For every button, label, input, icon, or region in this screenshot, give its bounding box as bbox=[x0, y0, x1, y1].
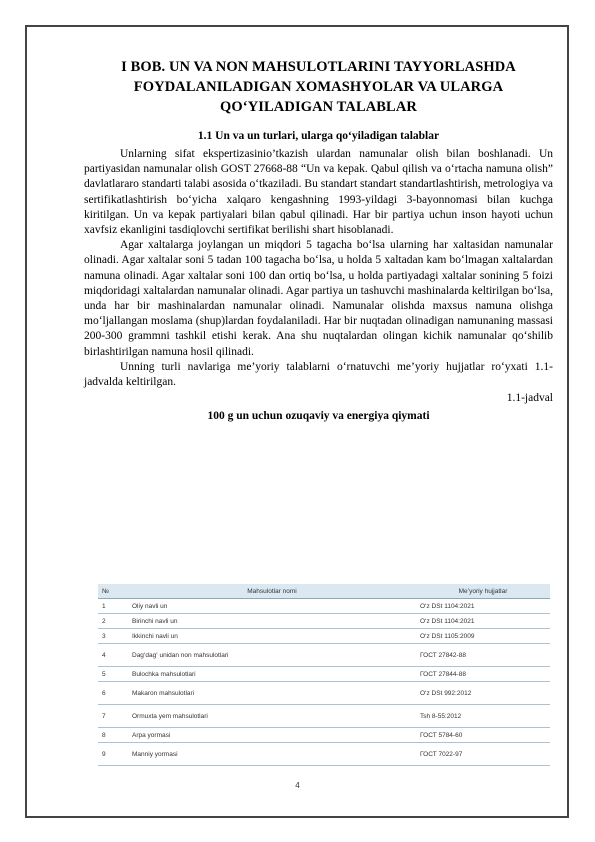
table-row bbox=[98, 743, 550, 766]
row-number: 7 bbox=[98, 705, 128, 728]
table-row bbox=[98, 599, 550, 614]
table-row bbox=[98, 614, 550, 629]
section-title: 1.1 Un va un turlari, ularga qo‘yiladigan talablar bbox=[197, 130, 440, 142]
page-number: 4 bbox=[295, 781, 300, 790]
row-document: ГОСТ 27842-88 bbox=[416, 644, 550, 667]
row-document: ГОСТ 5784-60 bbox=[416, 728, 550, 743]
row-document: O‘z DSt 1105:2009 bbox=[416, 629, 550, 644]
row-document: ГОСТ 7022-97 bbox=[416, 743, 550, 766]
row-product: Ormuxta yem mahsulotlari bbox=[128, 705, 416, 728]
standards-table bbox=[98, 584, 550, 766]
table-row bbox=[98, 644, 550, 667]
row-document: O‘z DSt 992:2012 bbox=[416, 682, 550, 705]
chapter-title: I BOB. UN VA NON MAHSULOTLARINI TAYYORLASHDA FOYDALANILADIGAN XOMASHYOLAR VA ULARGA QO‘YILADIGAN TALABLAR bbox=[121, 59, 516, 115]
row-product: Dag‘dag‘ unidan non mahsulotlari bbox=[128, 644, 416, 667]
header-product: Mahsulotlar nomi bbox=[128, 584, 416, 599]
table-row bbox=[98, 667, 550, 682]
row-product: Bulochka mahsulotlari bbox=[128, 667, 416, 682]
row-number: 3 bbox=[98, 629, 128, 644]
row-product: Ikkinchi navli un bbox=[128, 629, 416, 644]
row-document: O‘z DSt 1104:2021 bbox=[416, 599, 550, 614]
table-header-row bbox=[98, 584, 550, 599]
paragraph-2: Agar xaltalarga joylangan un miqdori 5 tagacha bo‘lsa ularning har xaltasidan namunalar olinadi. Agar xaltalar soni 5 tadan 100 tagacha bo‘lsa, u holda 5 xaltadan kam bo‘lmagan xaltalardan namuna olinadi. Agar xaltalar soni 100 dan ortiq bo‘lsa, u holda partiyadagi xaltalar sonining 5 foizi miqdoridagi xaltalardan namunalar olinadi. Agar partiya un tashuvchi mashinalarda keltirilgan bo‘lsa, unda har bir mashinalardan namunalar olinadi. Namunalar olishda maxsus namuna olishga mo‘ljallangan moslama (shup)lardan foydalaniladi. Har bir nuqtadan olinadigan namunaning massasi 200-300 grammni tashkil etishi kerak. Ana shu nuqtalardan olingan kichik namunalar qo‘shilib birlashtirilgan namuna hosil qilinadi. bbox=[84, 239, 553, 358]
table-row bbox=[98, 629, 550, 644]
row-document: O‘z DSt 1104:2021 bbox=[416, 614, 550, 629]
table-row bbox=[98, 728, 550, 743]
row-product: Birinchi navli un bbox=[128, 614, 416, 629]
row-document: Tsh 8-55:2012 bbox=[416, 705, 550, 728]
paragraph-1: Unlarning sifat ekspertizasinio’tkazish ulardan namunalar olish bilan boshlanadi. Un partiyasidan namunalar olish GOST 27668-88 “Un va kepak. Qabul qilish va o‘rtacha namuna olish” davlatlararo standarti talabi asosida o‘tkaziladi. Bu standart standart standartlashtirish, metrologiya va sertifikatlashtirish bo‘yicha xalqaro kengashning 1993-yildagi 3-bayonnomasi bilan kuchga kiritilgan. Un va kepak partiyalari bilan qabul qilinadi. Har bir partiya uchun inson hayoti uchun xavfsiz ekanligini tasdiqlovchi sertifikat berilishi shart hisoblanadi. bbox=[84, 148, 553, 237]
table-row bbox=[98, 705, 550, 728]
row-product: Arpa yormasi bbox=[128, 728, 416, 743]
row-number: 9 bbox=[98, 743, 128, 766]
document-body bbox=[84, 57, 553, 424]
row-number: 4 bbox=[98, 644, 128, 667]
row-number: 6 bbox=[98, 682, 128, 705]
row-product: Oliy navli un bbox=[128, 599, 416, 614]
row-product: Makaron mahsulotlari bbox=[128, 682, 416, 705]
row-number: 8 bbox=[98, 728, 128, 743]
table-label: 1.1-jadval bbox=[506, 392, 553, 405]
row-number: 2 bbox=[98, 614, 128, 629]
header-number: № bbox=[98, 584, 128, 599]
header-document: Me’yoriy hujjatlar bbox=[416, 584, 550, 599]
table-row bbox=[98, 682, 550, 705]
row-number: 1 bbox=[98, 599, 128, 614]
row-number: 5 bbox=[98, 667, 128, 682]
row-product: Manniy yormasi bbox=[128, 743, 416, 766]
paragraph-3: Unning turli navlariga me’yoriy talablarni o‘rnatuvchi me’yoriy hujjatlar ro‘yxati 1.1-jadvalda keltirilgan. bbox=[84, 360, 553, 389]
table-caption: 100 g un uchun ozuqaviy va energiya qiymati bbox=[207, 410, 430, 423]
row-document: ГОСТ 27844-88 bbox=[416, 667, 550, 682]
